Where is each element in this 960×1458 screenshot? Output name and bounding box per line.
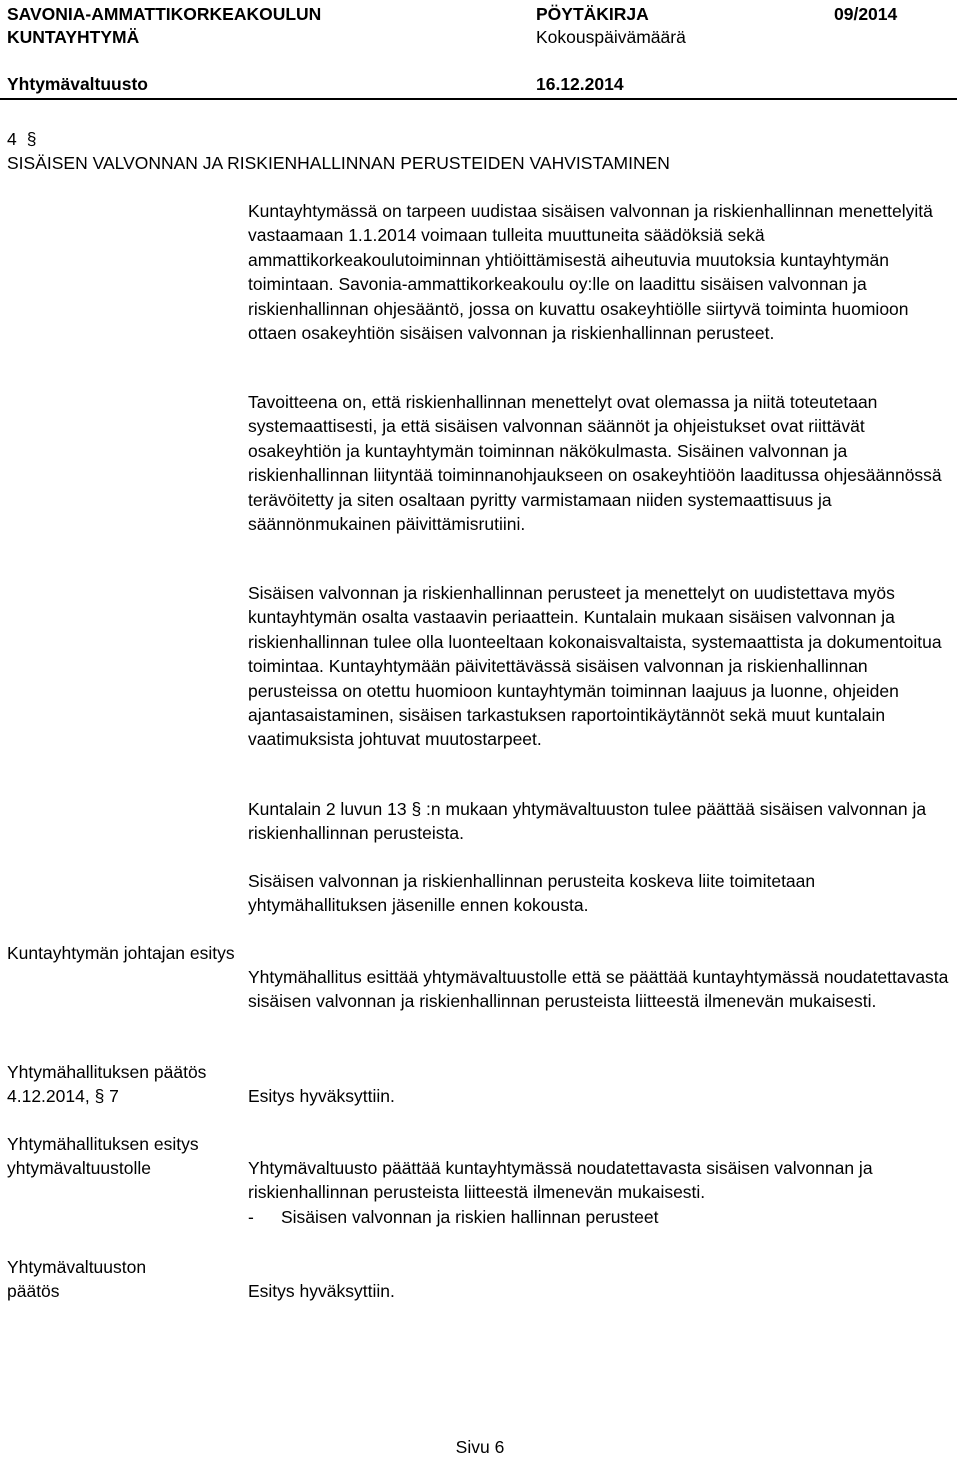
- body-paragraph-1: [248, 199, 953, 345]
- page-number: Sivu 6: [455, 1437, 505, 1457]
- paragraph-text: Sisäisen valvonnan ja riskienhallinnan perusteet ja menettelyt on uudistettava myös kuntayhtymän osalta vastaavin periaattein. Kuntalain mukaan sisäisen valvonnan ja riskienhallinnan tulee olla luonteeltaan kokonaisvaltaista, systemaattista ja dokumentoitua toimintaa. Kuntayhtymään päivitettävässä sisäisen valvonnan ja riskienhallinnan perusteissa on otettu huomioon kuntayhtymän toiminnan laajuus ja luonne, ohjeiden ajantasaistaminen, sisäisen tarkastuksen raportointikäytännöt sekä muut kuntalain vaatimuksista johtuvat muutostarpeet.: [248, 583, 942, 750]
- decision-label-4: Yhtymävaltuuston päätös: [7, 1257, 147, 1302]
- list-item: [248, 1205, 953, 1229]
- decision-text-2: [248, 1084, 953, 1108]
- document-number: 09/2014: [834, 4, 898, 24]
- paragraph-text: Kuntayhtymässä on tarpeen uudistaa sisäisen valvonnan ja riskienhallinnan menettelyitä vastaamaan 1.1.2014 voimaan tulleita muuttuneita säädöksiä sekä ammattikorkeakoulutoiminnan yhtiöittämisestä aiheutuvia muutoksia kuntayhtymän toimintaan. Savonia-ammattikorkeakoulu oy:lle on laadittu sisäisen valvonnan ja riskienhallinnan ohjesääntö, jossa on kuvattu osakeyhtiölle siirtyvä toiminta huomioon ottaen osakeyhtiön sisäisen valvonnan ja riskienhallinnan perusteet.: [248, 201, 933, 344]
- org-name-line1: SAVONIA-AMMATTIKORKEAKOULUN: [7, 4, 322, 24]
- document-header: [7, 4, 953, 50]
- list-marker: -: [248, 1206, 254, 1227]
- decision-label-1: Kuntayhtymän johtajan esitys: [7, 943, 235, 963]
- paragraph-text: Sisäisen valvonnan ja riskienhallinnan perusteita koskeva liite toimitetaan yhtymähallituksen jäsenille ennen kokousta.: [248, 871, 816, 916]
- paragraph-text: Kuntalain 2 luvun 13 § :n mukaan yhtymävaltuuston tulee päättää sisäisen valvonnan ja riskienhallinnan perusteista.: [248, 799, 927, 844]
- body-paragraph-4: [248, 797, 953, 846]
- section-heading: [7, 127, 670, 175]
- paragraph-text: Esitys hyväksyttiin.: [248, 1281, 395, 1301]
- section-number: 4: [7, 129, 17, 149]
- meeting-date-label: Kokouspäivämäärä: [536, 27, 686, 47]
- section-symbol: §: [26, 129, 37, 149]
- header-row-2: [7, 27, 953, 50]
- paragraph-text: Yhtymähallitus esittää yhtymävaltuustolle että se päättää kuntayhtymässä noudatettavasta sisäisen valvonnan ja riskienhallinnan perusteista liitteestä ilmenevän mukaisesti.: [248, 967, 949, 1012]
- document-type: PÖYTÄKIRJA: [536, 4, 649, 24]
- decision-text-3: [248, 1156, 953, 1229]
- list-item-text: Sisäisen valvonnan ja riskien hallinnan perusteet: [281, 1206, 659, 1227]
- page-footer: [0, 1437, 960, 1458]
- paragraph-text: Tavoitteena on, että riskienhallinnan menettelyt ovat olemassa ja niitä toteutetaan systemaattisesti, ja että sisäisen valvonnan säännöt ja ohjeistukset ovat riittävät osakeyhtiön ja kuntayhtymän toiminnan näkökulmasta. Sisäinen valvonnan ja riskienhallinnan liityntää toiminnanohjaukseen on osakeyhtiöön laaditussa ohjesäännössä terävöitetty ja siten osaltaan pyritty varmistamaan niiden systemaattisuus ja säännönmukainen päivittämisrutiini.: [248, 392, 942, 535]
- header-row-1: [7, 4, 953, 27]
- meeting-date: 16.12.2014: [536, 74, 624, 94]
- header-divider: [0, 98, 957, 100]
- org-name-line2: KUNTAYHTYMÄ: [7, 27, 140, 47]
- decision-text-4: [248, 1279, 953, 1303]
- body-paragraph-3: [248, 581, 953, 752]
- paragraph-text: Yhtymävaltuusto päättää kuntayhtymässä noudatettavasta sisäisen valvonnan ja riskienhallinnan perusteista liitteestä ilmenevän mukaisesti.: [248, 1158, 873, 1203]
- paragraph-text: Esitys hyväksyttiin.: [248, 1086, 395, 1106]
- decision-label-2: Yhtymähallituksen päätös 4.12.2014, § 7: [7, 1062, 207, 1107]
- body-paragraph-2: [248, 390, 953, 536]
- decision-text-1: [248, 965, 953, 1014]
- body-paragraph-5: [248, 869, 953, 918]
- header-row-3: [7, 74, 953, 96]
- governing-body-name: Yhtymävaltuusto: [7, 74, 148, 94]
- section-number-line: [7, 127, 670, 151]
- section-title: SISÄISEN VALVONNAN JA RISKIENHALLINNAN PERUSTEIDEN VAHVISTAMINEN: [7, 153, 670, 173]
- decision-label-3: Yhtymähallituksen esitys yhtymävaltuustolle: [7, 1134, 199, 1179]
